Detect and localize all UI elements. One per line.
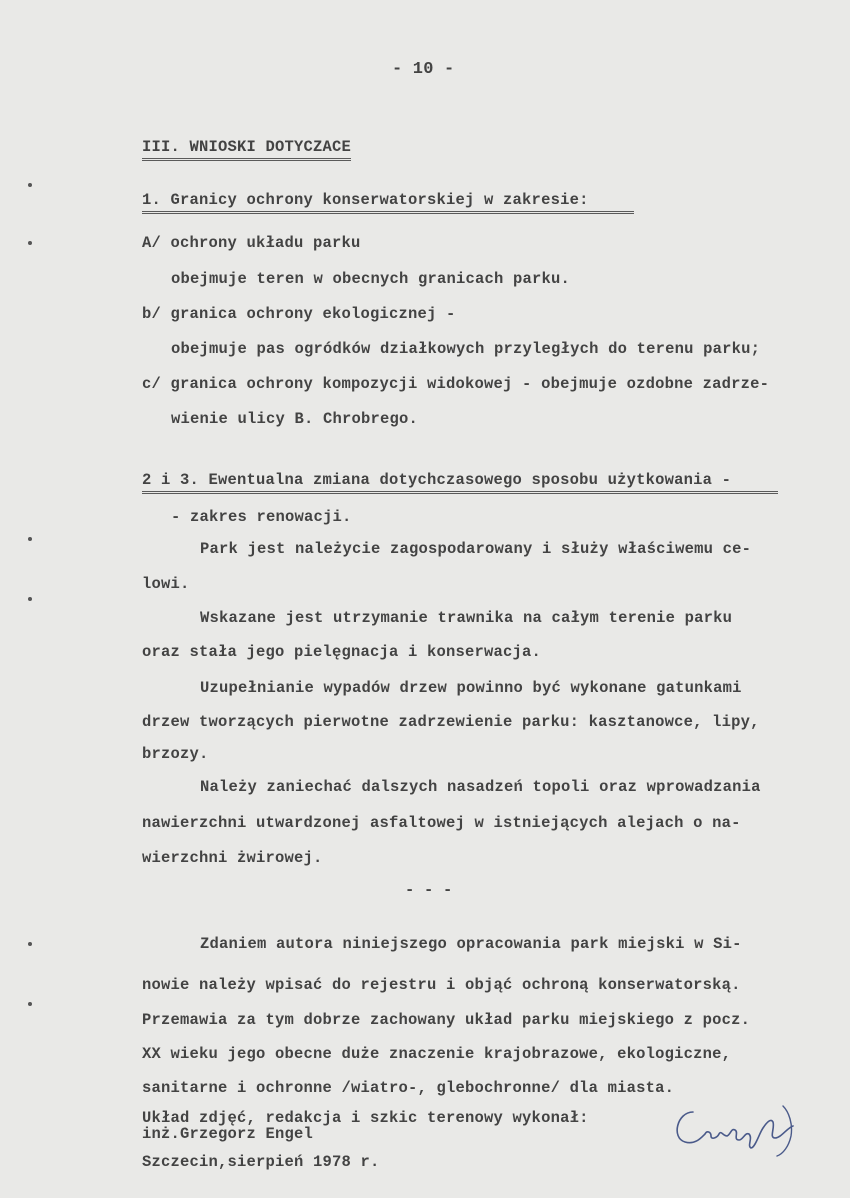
text-line: obejmuje pas ogródków działkowych przyległych do terenu parku; (171, 340, 761, 358)
text-line: Wskazane jest utrzymanie trawnika na całym terenie parku (200, 609, 733, 627)
text-line: brzozy. (142, 745, 209, 763)
credits-line: Układ zdjęć, redakcja i szkic terenowy wykonał: (142, 1109, 589, 1127)
text-line: b/ granica ochrony ekologicznej - (142, 305, 456, 323)
text-line: c/ granica ochrony kompozycji widokowej - obejmuje ozdobne zadrze- (142, 375, 770, 393)
text-line: drzew tworzących pierwotne zadrzewienie parku: kasztanowce, lipy, (142, 713, 760, 731)
text-line: nowie należy wpisać do rejestru i objąć ochroną konserwatorską. (142, 976, 741, 994)
signature-icon (665, 1098, 805, 1158)
punch-mark (28, 1002, 32, 1006)
item23-heading: 2 i 3. Ewentualna zmiana dotychczasowego sposobu użytkowania - (142, 471, 778, 494)
text-line: Zdaniem autora niniejszego opracowania park miejski w Si- (200, 935, 742, 953)
text-line: wierzchni żwirowej. (142, 849, 323, 867)
text-line: - zakres renowacji. (171, 508, 352, 526)
text-line: A/ ochrony układu parku (142, 234, 361, 252)
text-line: XX wieku jego obecne duże znaczenie krajobrazowe, ekologiczne, (142, 1045, 732, 1063)
page-number: - 10 - (392, 60, 455, 79)
text-line: Uzupełnianie wypadów drzew powinno być wykonane gatunkami (200, 679, 742, 697)
text-line: nawierzchni utwardzonej asfaltowej w istniejących alejach o na- (142, 814, 741, 832)
section-heading: III. WNIOSKI DOTYCZACE (142, 138, 351, 161)
punch-mark (28, 241, 32, 245)
text-line: oraz stała jego pielęgnacja i konserwacja. (142, 643, 542, 661)
punch-mark (28, 597, 32, 601)
text-line: Park jest należycie zagospodarowany i służy właściwemu ce- (200, 540, 752, 558)
text-line: sanitarne i ochronne /wiatro-, glebochronne/ dla miasta. (142, 1079, 675, 1097)
text-line: Należy zaniechać dalszych nasadzeń topoli oraz wprowadzania (200, 778, 761, 796)
punch-mark (28, 537, 32, 541)
punch-mark (28, 942, 32, 946)
text-line: wienie ulicy B. Chrobrego. (171, 410, 419, 428)
punch-mark (28, 183, 32, 187)
separator: - - - (405, 881, 453, 899)
item1-heading: 1. Granicy ochrony konserwatorskiej w zakresie: (142, 191, 634, 214)
place-date-line: Szczecin,sierpień 1978 r. (142, 1153, 380, 1171)
text-line: lowi. (142, 575, 190, 593)
author-line: inż.Grzegorz Engel (142, 1125, 314, 1143)
text-line: obejmuje teren w obecnych granicach parku. (171, 270, 571, 288)
text-line: Przemawia za tym dobrze zachowany układ parku miejskiego z pocz. (142, 1011, 751, 1029)
